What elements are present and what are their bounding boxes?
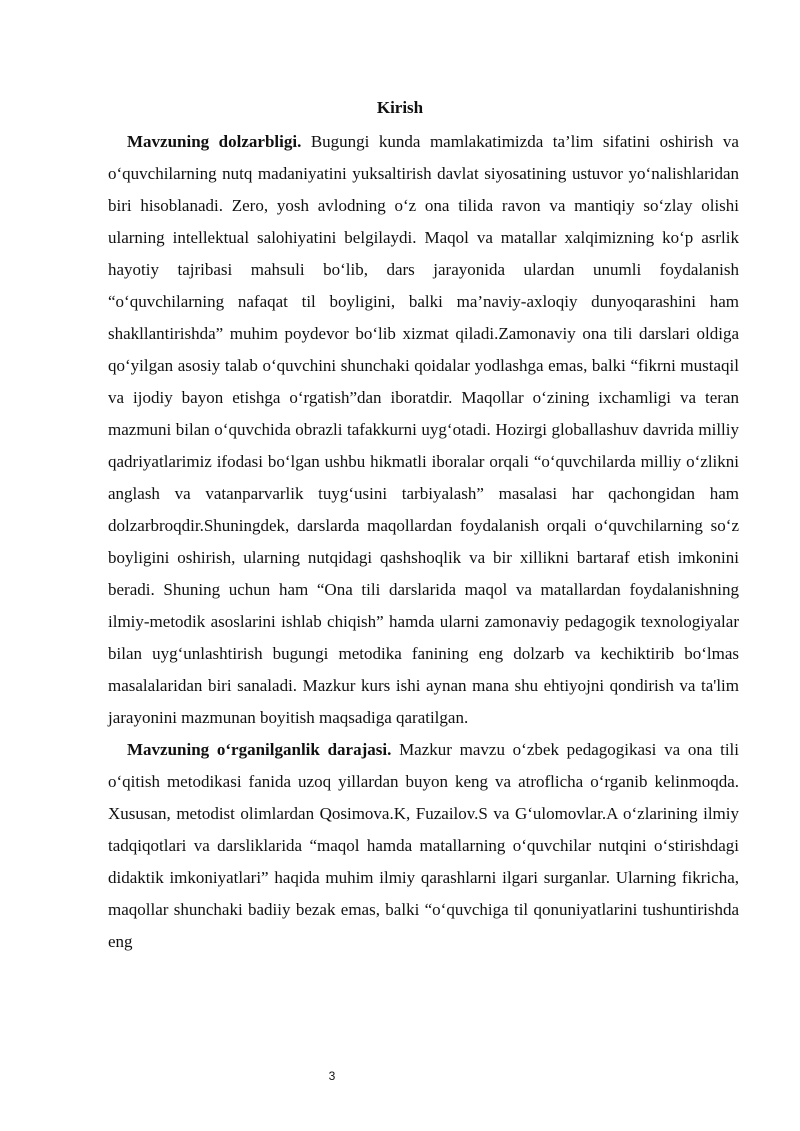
paragraph-lead: Mavzuning o‘rganilganlik darajasi.: [127, 740, 392, 759]
paragraph-text: Mazkur mavzu o‘zbek pedagogikasi va ona tili o‘qitish metodikasi fanida uzoq yillardan buyon keng va atroflicha o‘rganib kelinmoqda. Xususan, metodist olimlardan Qosimova.K, Fuzailov.S va G‘ulomovlar.A o‘zlarining ilmiy tadqiqotlari va darsliklarida “maqol hamda matallarning o‘quvchilar nutqini o‘stirishdagi didaktik imkoniyatlari” haqida muhim ilmiy qarashlarni ilgari surganlar. Ularning fikricha, maqollar shunchaki badiiy bezak emas, balki “o‘quvchiga til qonuniyatlarini tushuntirishda eng: [108, 740, 740, 951]
section-title: Kirish: [376, 98, 424, 117]
paragraph-relevance: [108, 126, 739, 734]
paragraph-lead: Mavzuning dolzarbligi.: [127, 132, 302, 151]
body-text: [108, 126, 739, 958]
paragraph-text: Bugungi kunda mamlakatimizda ta’lim sifatini oshirish va o‘quvchilarning nutq madaniyatini yuksaltirish davlat siyosatining ustuvor yo‘nalishlaridan biri hisoblanadi. Zero, yosh avlodning o‘z ona tilida ravon va mantiqiy so‘zlay olishi ularning intellektual salohiyatini belgilaydi. Maqol va matallar xalqimizning ko‘p asrlik hayotiy tajribasi mahsuli bo‘lib, dars jarayonida ulardan unumli foydalanish “o‘quvchilarning nafaqat til boyligini, balki ma’naviy-axloqiy dunyoqarashini ham shakllantirishda” muhim poydevor bo‘lib xizmat qiladi.Zamonaviy ona tili darslari oldiga qo‘yilgan asosiy talab o‘quvchini shunchaki qoidalar yodlashga emas, balki “fikrni mustaqil va ijodiy bayon etishga o‘rgatish”dan iboratdir. Maqollar o‘zining ixchamligi va teran mazmuni bilan o‘quvchida obrazli tafakkurni uyg‘otadi. Hozirgi globallashuv davrida milliy qadriyatlarimiz ifodasi bo‘lgan ushbu hikmatli iboralar orqali “o‘quvchilarda milliy o‘zlikni anglash va vatanparvarlik tuyg‘usini tarbiyalash” masalasi har qachongidan ham dolzarbroqdir.Shuningdek, darslarda maqollardan foydalanish orqali o‘quvchilarning so‘z boyligini oshirish, ularning nutqidagi qashshoqlik va bir xillikni bartaraf etish imkonini beradi. Shuning uchun ham “Ona tili darslarida maqol va matallardan foydalanishning ilmiy-metodik asoslarini ishlab chiqish” hamda ularni zamonaviy pedagogik texnologiyalar bilan uyg‘unlashtirish bugungi metodika fanining eng dolzarb va kechiktirib bo‘lmas masalalaridan biri sanaladi. Mazkur kurs ishi aynan mana shu ehtiyojni qondirish va ta'lim jarayonini mazmunan boyitish maqsadiga qaratilgan.: [108, 132, 739, 727]
paragraph-research-degree: [108, 734, 739, 958]
page-number: 3: [328, 1069, 336, 1083]
